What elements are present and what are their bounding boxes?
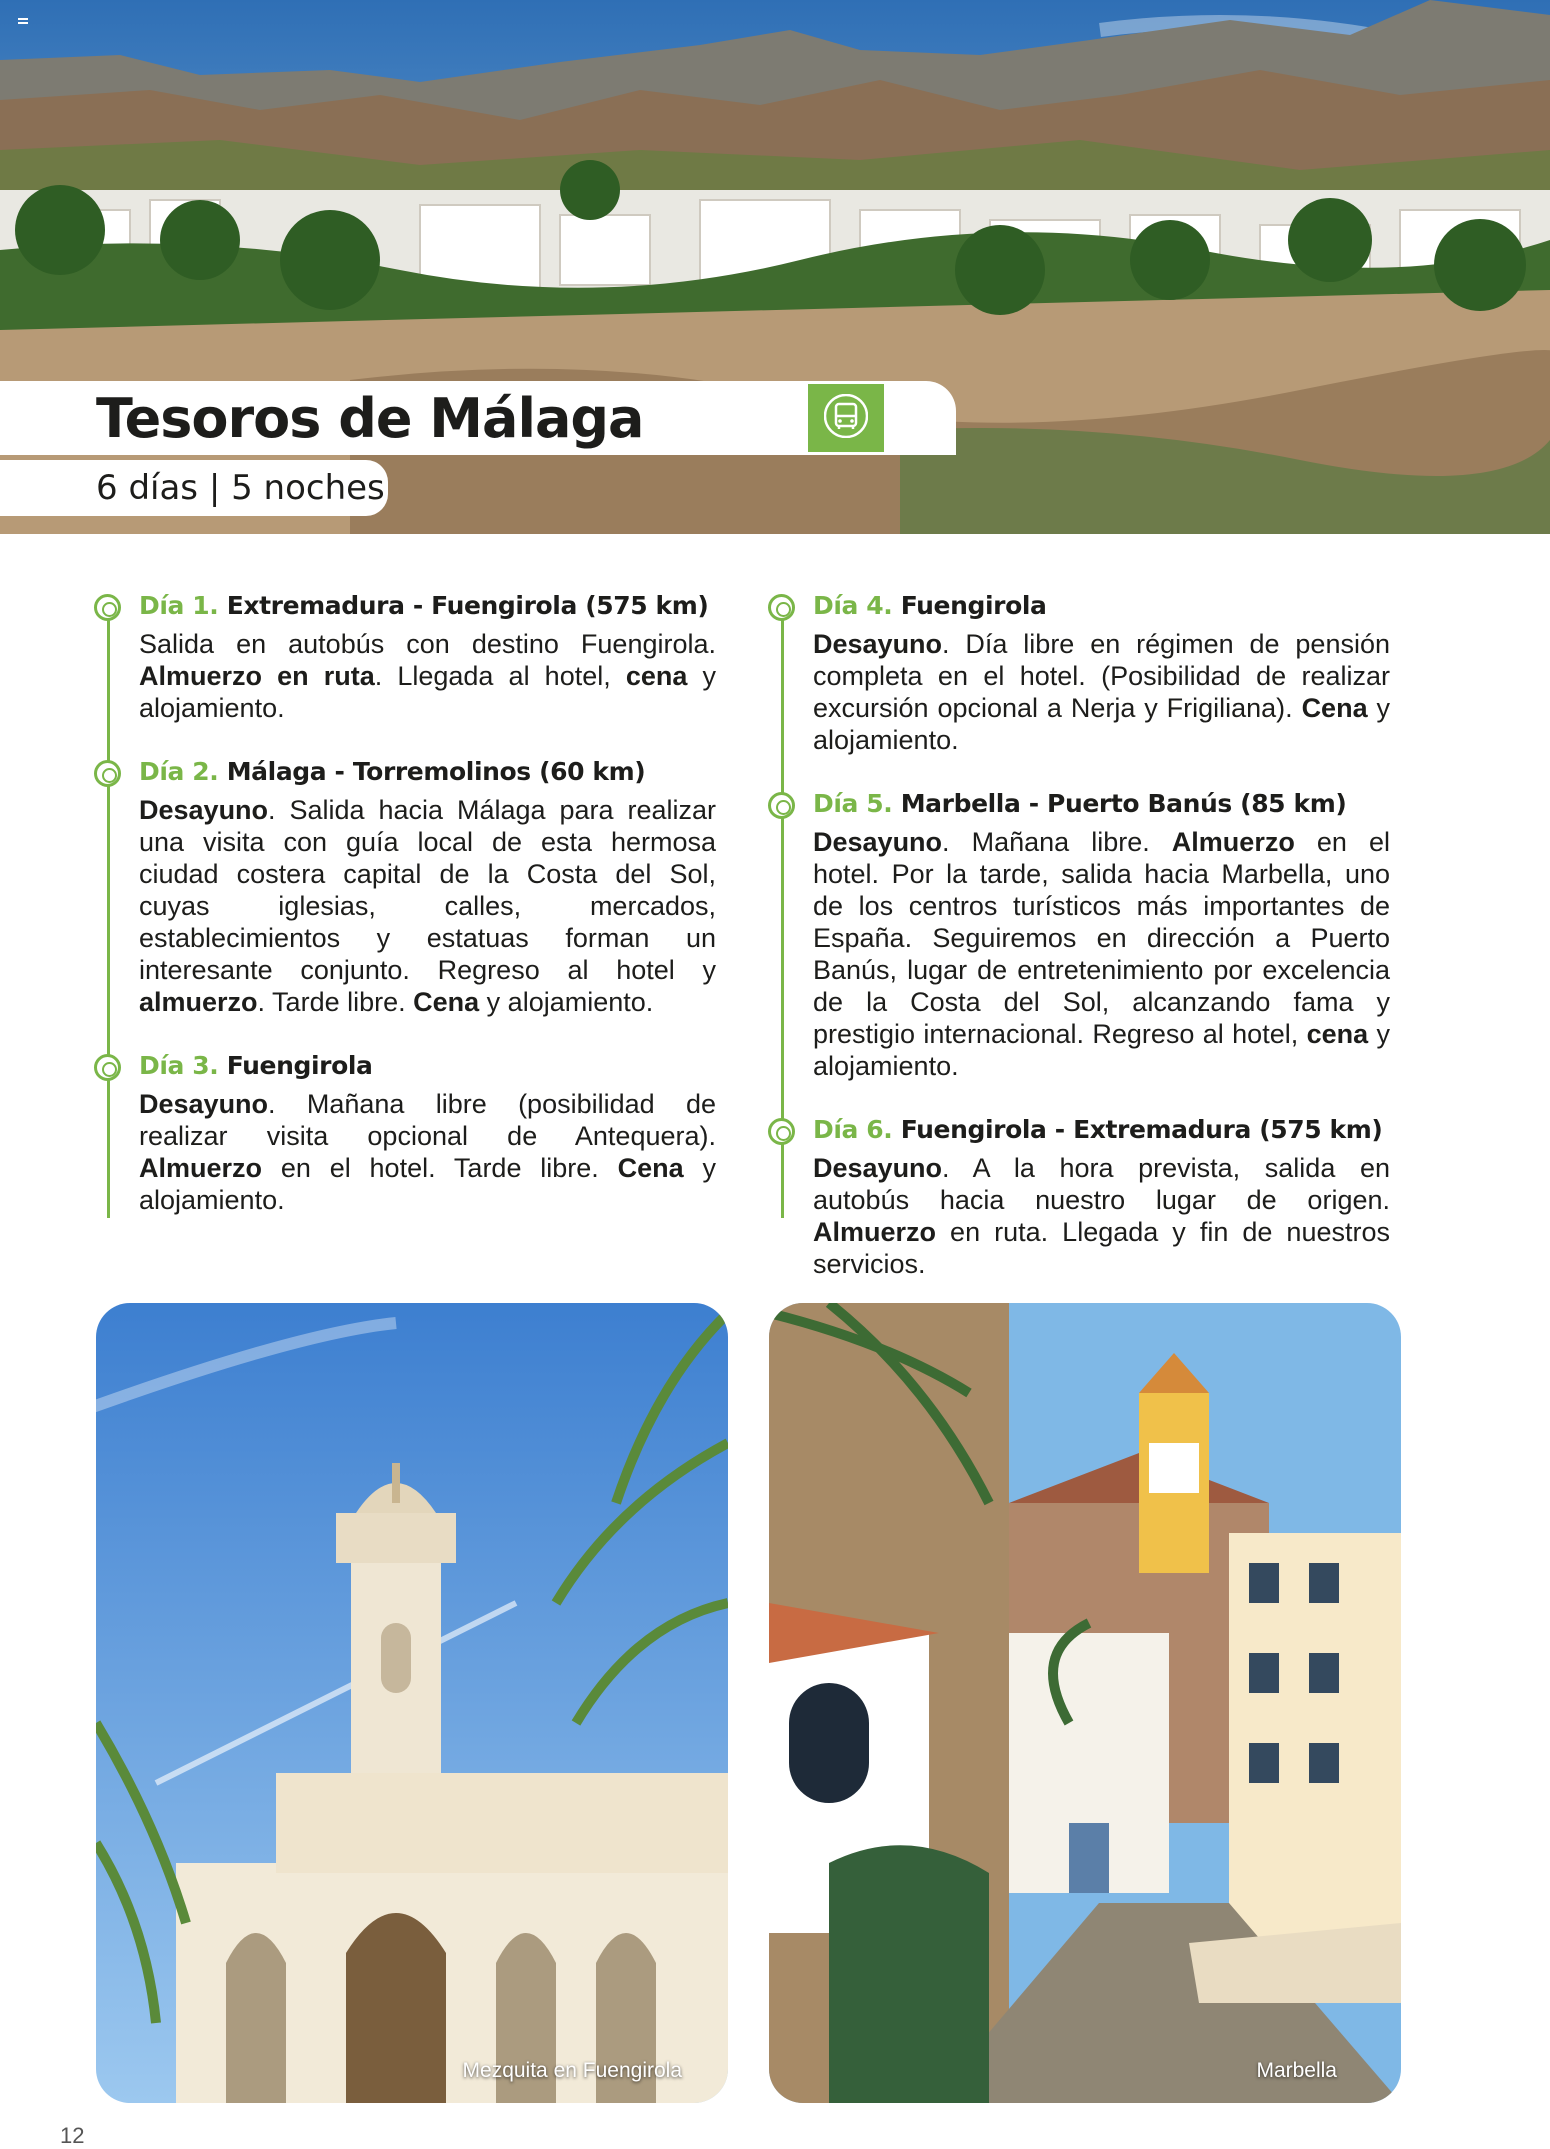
day-number: Día 5. [813,789,893,818]
day-description [139,794,716,1018]
marbella-street-illustration [769,1303,1401,2103]
highlight-text: almuerzo [139,987,258,1017]
day-description [139,1088,716,1216]
highlight-text: Desayuno [813,629,943,659]
description-text: y alojamiento. [479,987,654,1017]
day-heading [139,588,716,624]
day-title: Málaga - Torremolinos (60 km) [226,757,646,786]
page-title: Tesoros de Málaga [96,387,644,450]
day-heading [813,1112,1390,1148]
highlight-text: Desayuno [813,1153,943,1183]
description-text: . Mañana libre (posibilidad de realizar visita opcional de Antequera). [139,1089,716,1151]
day-heading [813,786,1390,822]
description-text: . Mañana libre. [942,827,1172,857]
menu-mark-icon [18,18,28,24]
itinerary-day [96,588,716,724]
description-text: . Tarde libre. [257,987,414,1017]
description-text: . Día libre en régimen de pensión completa en el hotel. (Posibilidad de realizar excursión opcional a Nerja y Frigiliana). [813,629,1390,723]
description-text: . A la hora prevista, salida en autobús hacia nuestro lugar de origen. [813,1153,1390,1215]
highlight-text: Almuerzo [1171,827,1295,857]
description-text: . Salida hacia Málaga para realizar una visita con guía local de esta hermosa ciudad costera capital de la Costa del Sol, cuyas iglesias, calles, mercados, establecimientos y estatuas forman un interesante conjunto. Regreso al hotel y [139,795,716,985]
photo-mosque-fuengirola [96,1303,728,2103]
day-number: Día 3. [139,1051,219,1080]
bus-icon [824,394,868,443]
highlight-text: Cena [413,987,480,1017]
timeline-marker-icon [768,594,795,621]
highlight-text: Desayuno [813,827,943,857]
page-subtitle: 6 días | 5 noches [96,468,385,508]
day-title: Marbella - Puerto Banús (85 km) [900,789,1347,818]
highlight-text: cena [1306,1019,1369,1049]
timeline-marker-icon [94,1054,121,1081]
highlight-text: Almuerzo [813,1217,937,1247]
day-number: Día 6. [813,1115,893,1144]
highlight-text: cena [625,661,688,691]
day-title: Extremadura - Fuengirola (575 km) [226,591,709,620]
day-number: Día 4. [813,591,893,620]
highlight-text: Almuerzo [139,1153,263,1183]
highlight-text: Cena [1301,693,1368,723]
itinerary-day [770,786,1390,1082]
page-number: 12 [60,2123,85,2148]
photo-caption-mosque: Mezquita en Fuengirola [462,2059,682,2082]
day-heading [139,754,716,790]
description-text: en el hotel. Tarde libre. [262,1153,618,1183]
itinerary-day [770,1112,1390,1280]
timeline-marker-icon [94,760,121,787]
day-number: Día 1. [139,591,219,620]
highlight-text: Desayuno [139,1089,269,1119]
description-text: y alojamiento. [813,1019,1390,1081]
day-heading [813,588,1390,624]
itinerary-column-right [770,588,1390,1310]
highlight-text: Desayuno [139,795,269,825]
day-title: Fuengirola - Extremadura (575 km) [900,1115,1383,1144]
day-number: Día 2. [139,757,219,786]
itinerary-day [96,754,716,1018]
itinerary-column-left [96,588,716,1246]
timeline-marker-icon [768,1118,795,1145]
itinerary-day [770,588,1390,756]
description-text: en el hotel. Por la tarde, salida hacia Marbella, uno de los centros turísticos más importantes de España. Seguiremos en dirección a Puerto Banús, lugar de entretenimiento por excelencia de la Costa del Sol, alcanzando fama y prestigio internacional. Regreso al hotel, [813,827,1390,1049]
itinerary-day [96,1048,716,1216]
description-text: Salida en autobús con destino Fuengirola. [139,629,716,659]
bus-badge [808,384,884,452]
day-description [139,628,716,724]
day-description [813,1152,1390,1280]
description-text: y alojamiento. [139,1153,716,1215]
timeline-marker-icon [94,594,121,621]
highlight-text: Almuerzo en ruta [139,661,375,691]
description-text: y alojamiento. [139,661,716,723]
highlight-text: Cena [617,1153,684,1183]
day-description [813,628,1390,756]
day-title: Fuengirola [900,591,1047,620]
day-title: Fuengirola [226,1051,373,1080]
photo-caption-marbella: Marbella [1256,2059,1337,2082]
day-description [813,826,1390,1082]
day-heading [139,1048,716,1084]
description-text: en ruta. Llegada y fin de nuestros servicios. [813,1217,1390,1279]
description-text: y alojamiento. [813,693,1390,755]
timeline-marker-icon [768,792,795,819]
description-text: . Llegada al hotel, [374,661,626,691]
photo-marbella [769,1303,1401,2103]
mosque-illustration [96,1303,728,2103]
